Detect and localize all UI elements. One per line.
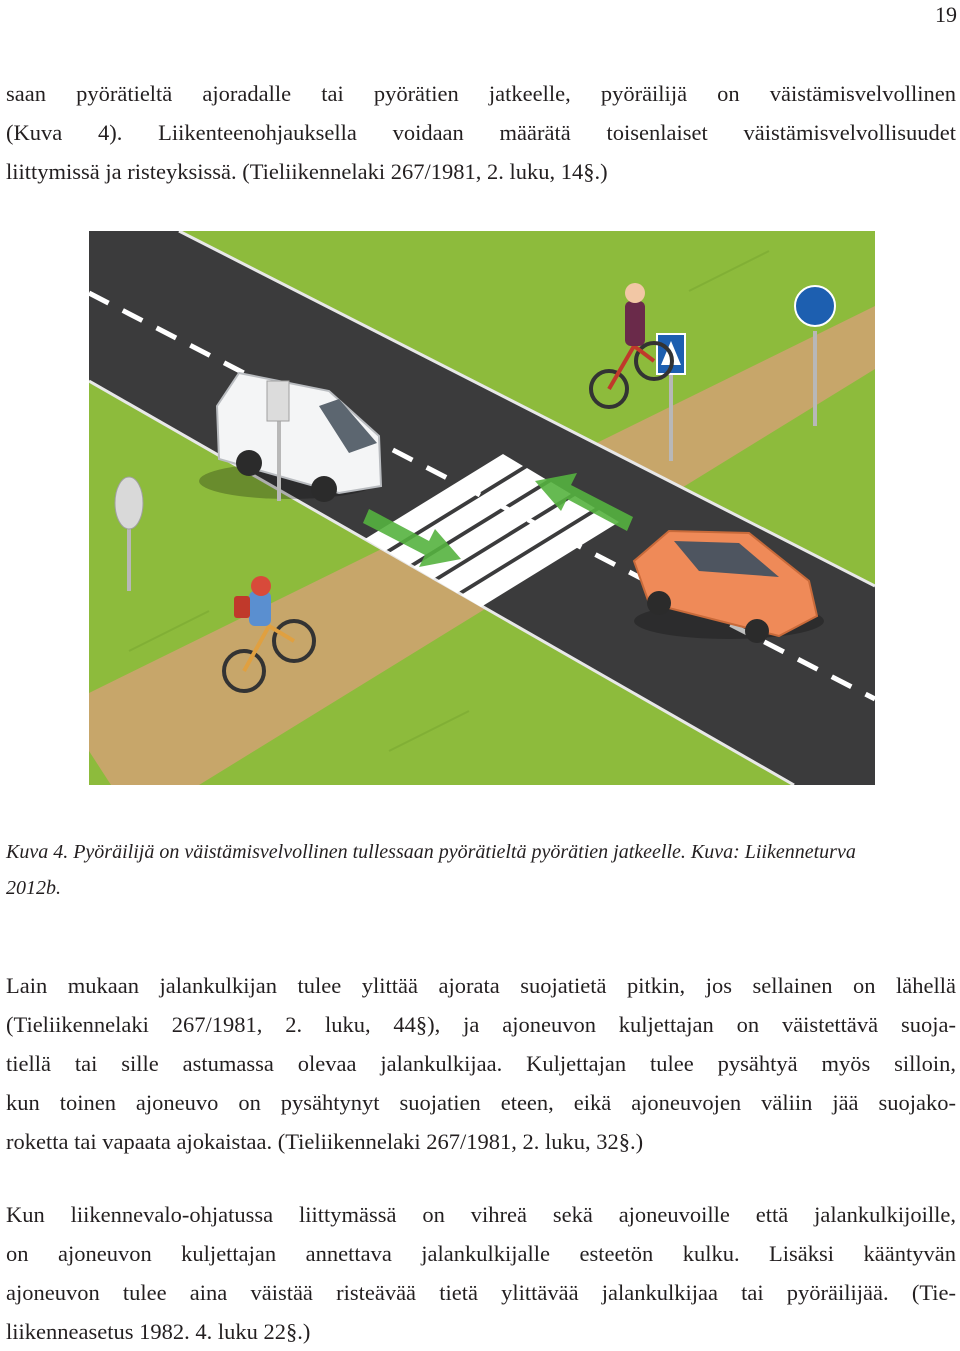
figure-caption: [6, 834, 958, 906]
intro-line: liittymissä ja risteyksissä. (Tieliikennelaki 267/1981, 2. luku, 14§.): [6, 159, 608, 184]
page-number: 19: [935, 2, 957, 27]
paragraph-line: Kun liikennevalo-ohjatussa liittymässä on vihreä sekä ajoneuvoille että jalankulkijoille,: [6, 1202, 956, 1227]
caption-line: 2012b.: [6, 877, 61, 899]
paragraph-traffic-lights: [6, 1195, 956, 1351]
paragraph-line: tiellä tai sille astumassa olevaa jalankulkijaa. Kuljettajan tulee pysähtyä myös silloin,: [6, 1051, 956, 1076]
crossing-illustration: [89, 231, 875, 785]
intro-line: saan pyörätieltä ajoradalle tai pyörätien jatkeelle, pyöräilijä on väistämisvelvollinen: [6, 81, 956, 106]
paragraph-line: roketta tai vapaata ajokaistaa. (Tieliikennelaki 267/1981, 2. luku, 32§.): [6, 1129, 644, 1154]
paragraph-line: ajoneuvon tulee aina väistää risteävää tietä ylittävää jalankulkijaa tai pyöräilijää. (Tie-: [6, 1280, 956, 1305]
paragraph-line: kun toinen ajoneuvo on pysähtynyt suojatien eteen, eikä ajoneuvojen väliin jää suojako-: [6, 1090, 956, 1115]
caption-line: Kuva 4. Pyöräilijä on väistämisvelvollinen tullessaan pyörätieltä pyörätien jatkeelle. Kuva: Liikenneturva: [6, 841, 856, 863]
paragraph-line: (Tieliikennelaki 267/1981, 2. luku, 44§), ja ajoneuvon kuljettajan on väistettävä suoja-: [6, 1012, 956, 1037]
paragraph-line: Lain mukaan jalankulkijan tulee ylittää ajorata suojatietä pitkin, jos sellainen on lähellä: [6, 973, 956, 998]
paragraph-line: on ajoneuvon kuljettajan annettava jalankulkijalle esteetön kulku. Lisäksi kääntyvän: [6, 1241, 956, 1266]
intro-line: (Kuva 4). Liikenteenohjauksella voidaan määrätä toisenlaiset väistämisvelvollisuudet: [6, 120, 956, 145]
paragraph-line: liikenneasetus 1982. 4. luku 22§.): [6, 1319, 311, 1344]
intro-paragraph: [6, 74, 956, 191]
paragraph-pedestrian-crossing: [6, 966, 956, 1161]
